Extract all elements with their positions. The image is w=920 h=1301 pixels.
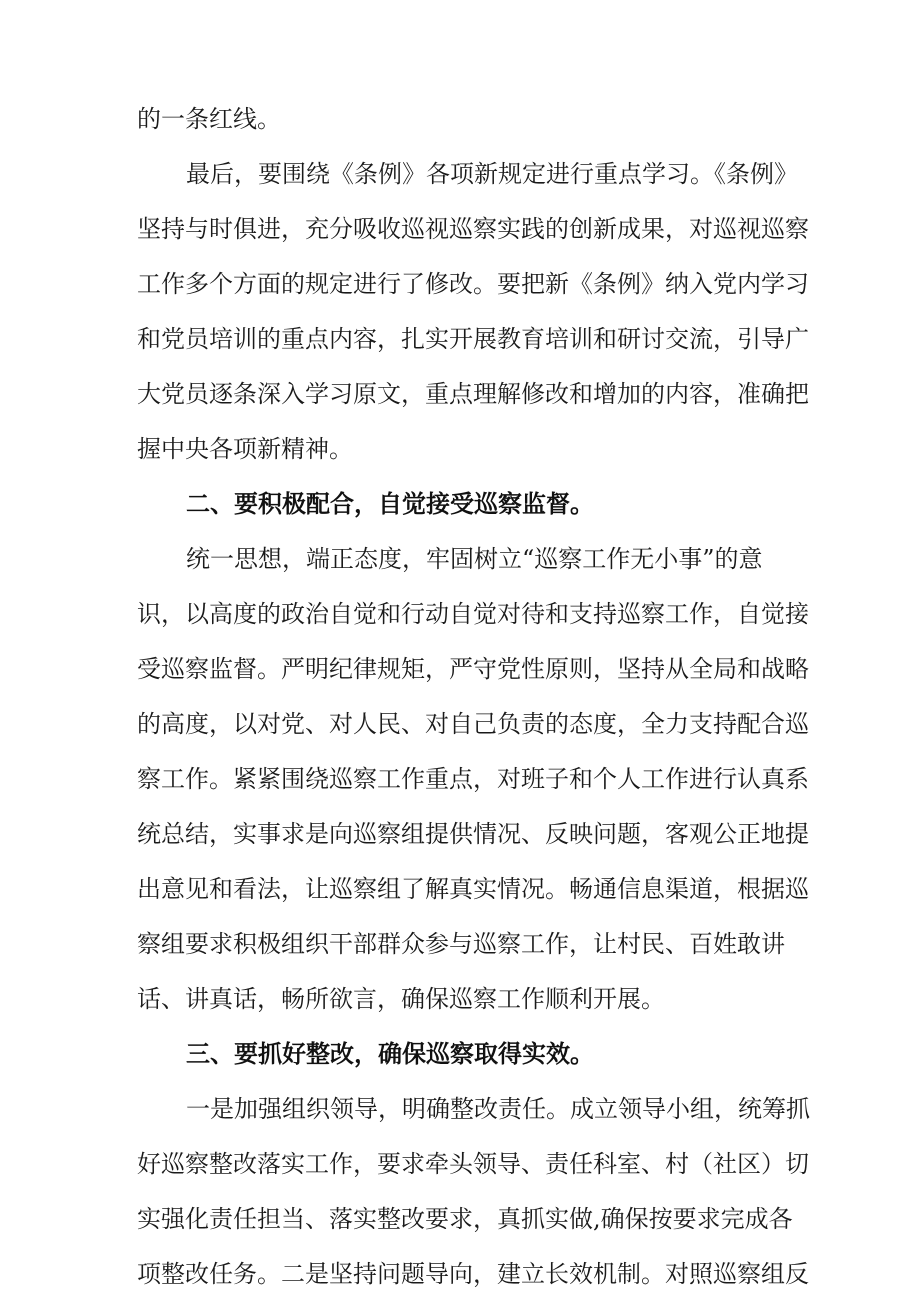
text-line-12: 的高度，以对党、对人民、对自己负责的态度，全力支持配合巡 (137, 710, 809, 738)
text-line-1: 的一条红线。 (137, 105, 281, 133)
text-line-17: 话、讲真话，畅所欲言，确保巡察工作顺利开展。 (137, 985, 665, 1013)
text-line-3: 坚持与时俱进，充分吸收巡视巡察实践的创新成果，对巡视巡察 (137, 215, 809, 243)
text-line-21: 实强化责任担当、落实整改要求，真抓实做,确保按要求完成各 (137, 1205, 793, 1233)
text-line-5: 和党员培训的重点内容，扎实开展教育培训和研讨交流，引导广 (137, 325, 809, 353)
text-line-2: 最后，要围绕《条例》各项新规定进行重点学习。《条例》 (186, 160, 798, 188)
section-heading-2: 二、要积极配合，自觉接受巡察监督。 (186, 490, 594, 518)
text-line-6: 大党员逐条深入学习原文，重点理解修改和增加的内容，准确把 (137, 380, 809, 408)
text-line-19: 一是加强组织领导，明确整改责任。成立领导小组，统筹抓 (186, 1095, 810, 1123)
text-line-14: 统总结，实事求是向巡察组提供情况、反映问题，客观公正地提 (137, 820, 809, 848)
text-line-4: 工作多个方面的规定进行了修改。要把新《条例》纳入党内学习 (137, 270, 809, 298)
text-line-16: 察组要求积极组织干部群众参与巡察工作，让村民、百姓敢讲 (137, 930, 785, 958)
text-line-10: 识，以高度的政治自觉和行动自觉对待和支持巡察工作，自觉接 (137, 600, 809, 628)
text-line-20: 好巡察整改落实工作，要求牵头领导、责任科室、村（社区）切 (137, 1150, 809, 1178)
text-line-22: 项整改任务。二是坚持问题导向，建立长效机制。对照巡察组反 (137, 1260, 809, 1288)
text-line-15: 出意见和看法，让巡察组了解真实情况。畅通信息渠道，根据巡 (137, 875, 809, 903)
text-line-7: 握中央各项新精神。 (137, 435, 353, 463)
text-line-13: 察工作。紧紧围绕巡察工作重点，对班子和个人工作进行认真系 (137, 765, 809, 793)
section-heading-3: 三、要抓好整改，确保巡察取得实效。 (186, 1040, 594, 1068)
text-line-11: 受巡察监督。严明纪律规矩，严守党性原则，坚持从全局和战略 (137, 655, 809, 683)
text-line-9: 统一思想，端正态度，牢固树立“巡察工作无小事”的意 (186, 545, 763, 573)
